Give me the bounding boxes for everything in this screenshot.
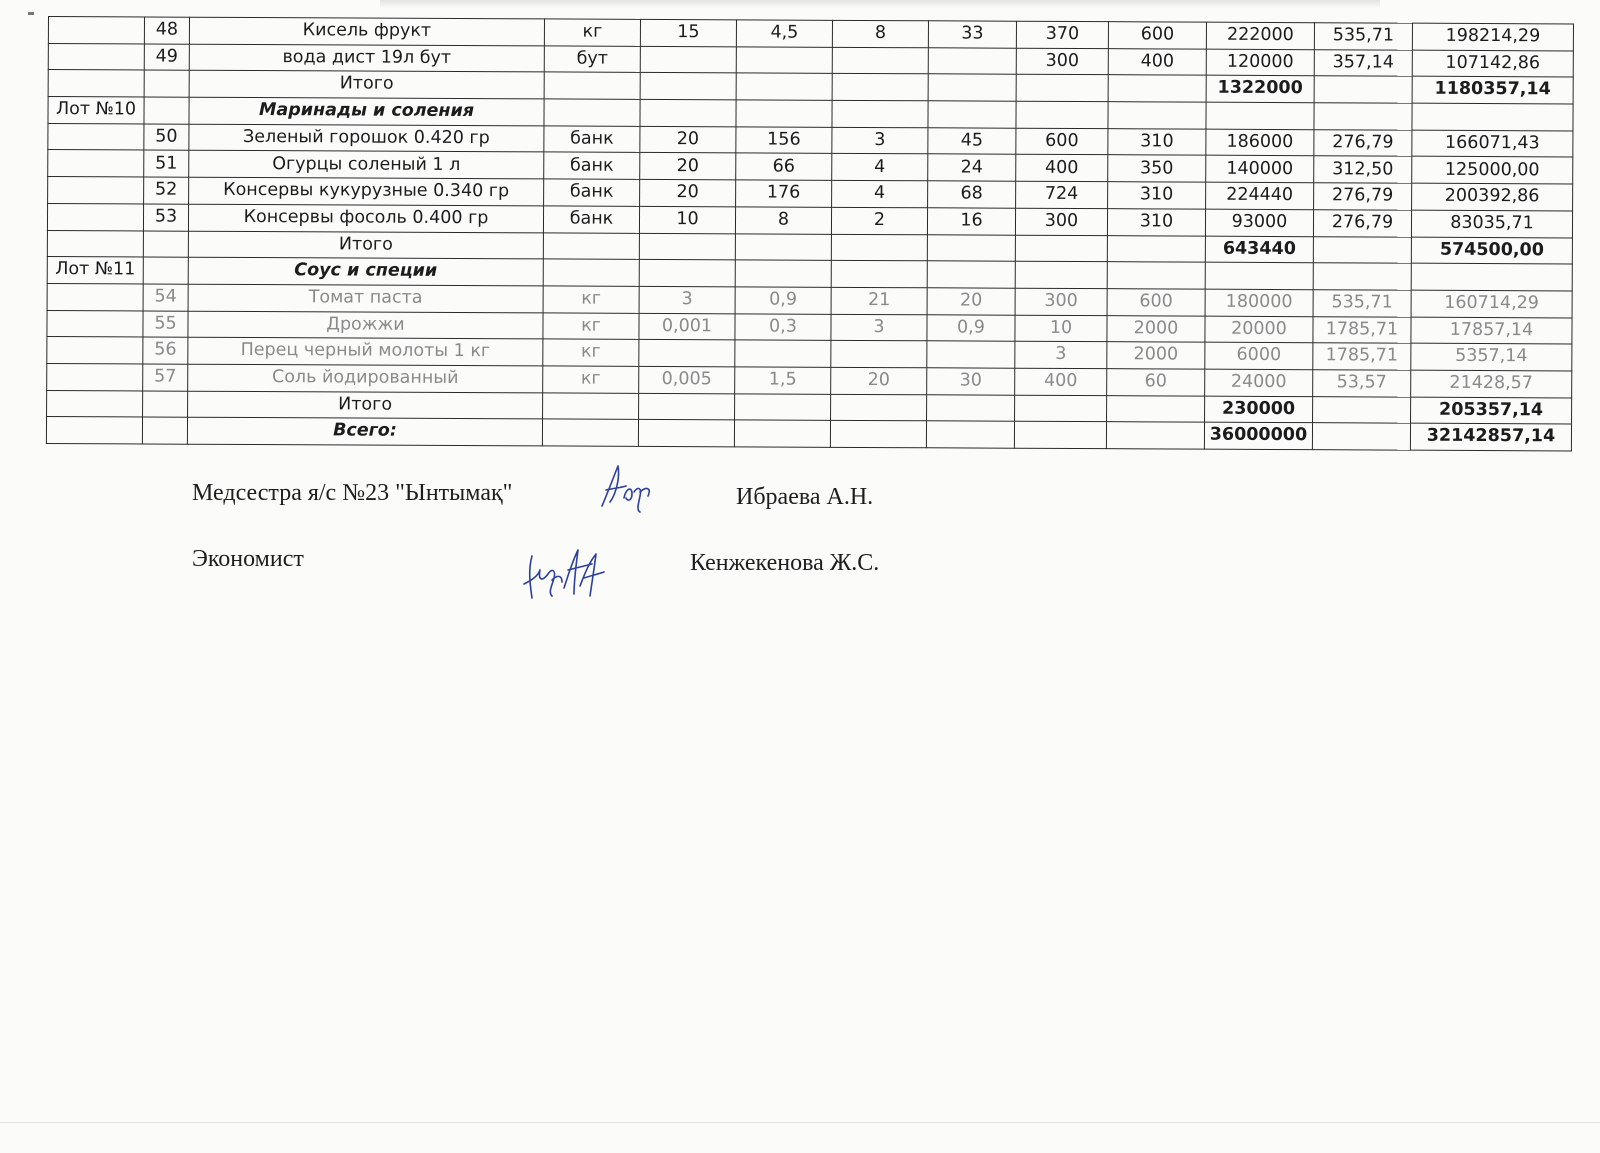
quantity-cell: 300 — [1016, 48, 1108, 75]
sum-cell — [1205, 262, 1313, 289]
value-cell-2: 0,3 — [735, 313, 831, 340]
item-name-cell: Консервы фосоль 0.400 гр — [188, 204, 543, 232]
nurse-signature-icon — [596, 462, 658, 514]
sum-cell: 230000 — [1205, 396, 1313, 423]
top-edge-shadow — [380, 0, 1380, 8]
item-name-cell: Томат паста — [188, 284, 543, 312]
quantity-cell: 724 — [1016, 181, 1108, 208]
price-cell: 350 — [1108, 155, 1206, 182]
price-cell — [1106, 422, 1204, 449]
value-cell-2 — [735, 260, 831, 287]
unit-cell: кг — [543, 339, 639, 366]
row-number-cell: 57 — [143, 364, 188, 391]
value-cell-3: 4 — [832, 180, 928, 207]
value-cell-2 — [735, 233, 831, 260]
price-net-cell: 276,79 — [1314, 129, 1412, 156]
lot-cell — [47, 283, 143, 310]
item-name-cell: вода дист 19л бут — [189, 44, 544, 72]
value-cell-3 — [831, 261, 927, 288]
sum-net-cell: 107142,86 — [1412, 50, 1573, 77]
price-cell: 400 — [1108, 48, 1206, 75]
sum-cell: 24000 — [1205, 369, 1313, 396]
unit-cell: банк — [543, 206, 639, 233]
unit-cell: кг — [544, 19, 640, 46]
unit-cell — [543, 259, 639, 286]
value-cell-2: 0,9 — [735, 287, 831, 314]
value-cell-3 — [832, 74, 928, 101]
value-cell-3: 20 — [831, 367, 927, 394]
unit-cell: кг — [543, 286, 639, 313]
lot-cell — [47, 363, 143, 390]
value-cell-3 — [830, 421, 926, 448]
value-cell-3 — [831, 341, 927, 368]
value-cell-2: 66 — [736, 153, 832, 180]
sum-cell: 36000000 — [1204, 422, 1312, 449]
price-cell — [1108, 75, 1206, 102]
quantity-cell: 300 — [1015, 208, 1107, 235]
nurse-name: Ибраева А.Н. — [736, 484, 874, 510]
lot-cell — [48, 177, 144, 204]
item-name-cell: Соус и специи — [188, 257, 543, 285]
unit-cell — [543, 393, 639, 420]
sum-net-cell — [1412, 103, 1573, 130]
sum-cell: 93000 — [1205, 209, 1313, 236]
value-cell-2: 4,5 — [736, 20, 832, 47]
value-cell-1: 3 — [639, 286, 735, 313]
value-cell-4: 24 — [928, 154, 1016, 181]
unit-cell — [544, 99, 640, 126]
value-cell-2 — [736, 47, 832, 74]
value-cell-2: 1,5 — [735, 367, 831, 394]
quantity-cell — [1015, 261, 1107, 288]
quantity-cell — [1015, 235, 1107, 262]
value-cell-4: 30 — [927, 368, 1015, 395]
value-cell-1: 0,005 — [639, 366, 735, 393]
quantity-cell: 3 — [1015, 341, 1107, 368]
value-cell-1: 15 — [640, 19, 736, 46]
unit-cell — [542, 419, 638, 446]
lot-cell — [48, 43, 144, 70]
value-cell-4 — [927, 234, 1015, 261]
lot-cell — [47, 310, 143, 337]
sum-net-cell: 198214,29 — [1412, 23, 1573, 50]
unit-cell: кг — [543, 366, 639, 393]
lot-cell — [48, 17, 144, 44]
value-cell-1 — [639, 260, 735, 287]
procurement-table — [46, 16, 1574, 451]
item-name-cell: Всего: — [187, 417, 542, 445]
value-cell-3 — [832, 100, 928, 127]
row-number-cell: 51 — [144, 150, 189, 177]
sum-net-cell: 1180357,14 — [1412, 77, 1573, 104]
value-cell-3 — [832, 47, 928, 74]
sum-cell: 222000 — [1206, 22, 1314, 49]
price-net-cell: 1785,71 — [1313, 343, 1411, 370]
sum-cell — [1206, 102, 1314, 129]
lot-cell — [48, 70, 144, 97]
sum-net-cell: 83035,71 — [1411, 210, 1572, 237]
price-net-cell: 535,71 — [1314, 23, 1412, 50]
quantity-cell — [1016, 101, 1108, 128]
item-name-cell: Дрожжи — [188, 311, 543, 339]
quantity-cell — [1016, 75, 1108, 102]
value-cell-2 — [735, 393, 831, 420]
item-name-cell: Перец черный молоты 1 кг — [188, 337, 543, 365]
value-cell-1: 20 — [640, 153, 736, 180]
value-cell-2 — [736, 73, 832, 100]
item-name-cell: Соль йодированный — [188, 364, 543, 392]
lot-cell — [46, 417, 142, 444]
value-cell-4: 20 — [927, 288, 1015, 315]
sum-cell: 140000 — [1206, 156, 1314, 183]
sum-net-cell — [1411, 263, 1572, 290]
row-number-cell — [142, 417, 187, 444]
sum-cell: 120000 — [1206, 49, 1314, 76]
sum-net-cell: 160714,29 — [1411, 290, 1572, 317]
sum-net-cell: 32142857,14 — [1410, 423, 1571, 450]
value-cell-1 — [639, 393, 735, 420]
quantity-cell — [1015, 395, 1107, 422]
value-cell-4: 0,9 — [927, 314, 1015, 341]
price-cell: 310 — [1108, 128, 1206, 155]
row-number-cell — [144, 97, 189, 124]
unit-cell — [544, 72, 640, 99]
row-number-cell: 56 — [143, 337, 188, 364]
value-cell-3: 21 — [831, 287, 927, 314]
price-cell: 600 — [1108, 22, 1206, 49]
lot-cell — [47, 337, 143, 364]
item-name-cell: Итого — [189, 71, 544, 99]
price-cell: 60 — [1107, 369, 1205, 396]
value-cell-1: 20 — [640, 180, 736, 207]
value-cell-2: 8 — [735, 207, 831, 234]
nurse-title: Медсестра я/с №23 "Ынтымақ" — [192, 480, 513, 506]
value-cell-1: 0,001 — [639, 313, 735, 340]
value-cell-2: 176 — [736, 180, 832, 207]
price-net-cell: 276,79 — [1314, 183, 1412, 210]
value-cell-1: 20 — [640, 126, 736, 153]
value-cell-4: 68 — [928, 181, 1016, 208]
value-cell-4 — [928, 74, 1016, 101]
price-cell: 310 — [1108, 182, 1206, 209]
value-cell-1 — [639, 233, 735, 260]
value-cell-4 — [927, 341, 1015, 368]
quantity-cell: 300 — [1015, 288, 1107, 315]
row-number-cell: 49 — [144, 44, 189, 71]
value-cell-2 — [736, 100, 832, 127]
value-cell-1 — [640, 73, 736, 100]
scan-mark — [28, 12, 34, 15]
quantity-cell: 400 — [1015, 368, 1107, 395]
value-cell-4: 16 — [927, 208, 1015, 235]
price-cell — [1107, 235, 1205, 262]
quantity-cell: 400 — [1016, 155, 1108, 182]
value-cell-4 — [927, 261, 1015, 288]
price-net-cell: 535,71 — [1313, 290, 1411, 317]
value-cell-3 — [831, 234, 927, 261]
economist-title: Экономист — [192, 546, 304, 572]
price-net-cell: 1785,71 — [1313, 316, 1411, 343]
value-cell-4 — [927, 394, 1015, 421]
row-number-cell: 55 — [143, 311, 188, 338]
price-cell: 2000 — [1107, 315, 1205, 342]
value-cell-1 — [638, 420, 734, 447]
item-name-cell: Кисель фрукт — [189, 17, 544, 45]
unit-cell: банк — [544, 152, 640, 179]
sum-net-cell: 166071,43 — [1412, 130, 1573, 157]
price-net-cell — [1313, 263, 1411, 290]
price-net-cell: 276,79 — [1313, 209, 1411, 236]
row-number-cell — [143, 257, 188, 284]
value-cell-3 — [831, 394, 927, 421]
price-net-cell: 357,14 — [1314, 49, 1412, 76]
lot-cell — [47, 230, 143, 257]
lot-cell — [48, 123, 144, 150]
item-name-cell: Зеленый горошок 0.420 гр — [189, 124, 544, 152]
item-name-cell: Консервы кукурузные 0.340 гр — [189, 177, 544, 205]
sum-cell: 224440 — [1206, 182, 1314, 209]
value-cell-3: 8 — [832, 20, 928, 47]
sum-net-cell: 17857,14 — [1411, 317, 1572, 344]
price-net-cell: 312,50 — [1314, 156, 1412, 183]
row-number-cell — [143, 391, 188, 418]
price-cell — [1107, 395, 1205, 422]
row-number-cell — [143, 230, 188, 257]
value-cell-1 — [640, 99, 736, 126]
economist-name: Кенжекенова Ж.С. — [690, 550, 880, 576]
price-net-cell — [1313, 236, 1411, 263]
value-cell-4: 45 — [928, 128, 1016, 155]
value-cell-3: 2 — [831, 207, 927, 234]
value-cell-3: 3 — [831, 314, 927, 341]
row-number-cell: 48 — [144, 17, 189, 44]
lot-cell: Лот №10 — [48, 97, 144, 124]
sum-cell: 186000 — [1206, 129, 1314, 156]
quantity-cell: 10 — [1015, 315, 1107, 342]
price-net-cell — [1313, 396, 1411, 423]
unit-cell: бут — [544, 46, 640, 73]
row-number-cell — [144, 70, 189, 97]
price-cell — [1108, 102, 1206, 129]
table-body — [46, 17, 1573, 451]
row-number-cell: 54 — [143, 284, 188, 311]
value-cell-4 — [928, 101, 1016, 128]
document-sheet — [46, 16, 1574, 451]
price-net-cell — [1314, 103, 1412, 130]
value-cell-2 — [734, 420, 830, 447]
value-cell-4 — [928, 47, 1016, 74]
row-number-cell: 53 — [143, 204, 188, 231]
unit-cell: банк — [544, 179, 640, 206]
unit-cell — [543, 232, 639, 259]
value-cell-3: 3 — [832, 127, 928, 154]
lot-cell — [47, 203, 143, 230]
sum-net-cell: 5357,14 — [1411, 343, 1572, 370]
value-cell-4: 33 — [928, 21, 1016, 48]
sum-cell: 1322000 — [1206, 76, 1314, 103]
sum-net-cell: 574500,00 — [1411, 237, 1572, 264]
page-crease — [0, 1122, 1600, 1123]
lot-cell — [47, 390, 143, 417]
unit-cell: банк — [544, 126, 640, 153]
quantity-cell: 370 — [1016, 21, 1108, 48]
sum-cell: 180000 — [1205, 289, 1313, 316]
sum-cell: 643440 — [1205, 236, 1313, 263]
sum-net-cell: 200392,86 — [1412, 183, 1573, 210]
price-cell: 310 — [1107, 208, 1205, 235]
price-cell — [1107, 262, 1205, 289]
value-cell-1 — [639, 340, 735, 367]
row-number-cell: 50 — [144, 124, 189, 151]
value-cell-2 — [735, 340, 831, 367]
item-name-cell: Маринады и соления — [189, 97, 544, 125]
value-cell-1: 10 — [639, 206, 735, 233]
quantity-cell — [1014, 422, 1106, 449]
item-name-cell: Итого — [188, 391, 543, 419]
sum-net-cell: 125000,00 — [1412, 157, 1573, 184]
sum-cell: 6000 — [1205, 342, 1313, 369]
sum-net-cell: 21428,57 — [1411, 370, 1572, 397]
value-cell-3: 4 — [832, 154, 928, 181]
value-cell-2: 156 — [736, 127, 832, 154]
sum-net-cell: 205357,14 — [1411, 397, 1572, 424]
price-net-cell — [1312, 423, 1410, 450]
sum-cell: 20000 — [1205, 316, 1313, 343]
unit-cell: кг — [543, 312, 639, 339]
item-name-cell: Огурцы соленый 1 л — [189, 151, 544, 179]
price-cell: 600 — [1107, 289, 1205, 316]
economist-signature-icon — [518, 540, 608, 602]
value-cell-4 — [926, 421, 1014, 448]
lot-cell — [48, 150, 144, 177]
lot-cell: Лот №11 — [47, 257, 143, 284]
value-cell-1 — [640, 46, 736, 73]
row-number-cell: 52 — [144, 177, 189, 204]
price-net-cell — [1314, 76, 1412, 103]
item-name-cell: Итого — [188, 231, 543, 259]
quantity-cell: 600 — [1016, 128, 1108, 155]
price-cell: 2000 — [1107, 342, 1205, 369]
price-net-cell: 53,57 — [1313, 370, 1411, 397]
